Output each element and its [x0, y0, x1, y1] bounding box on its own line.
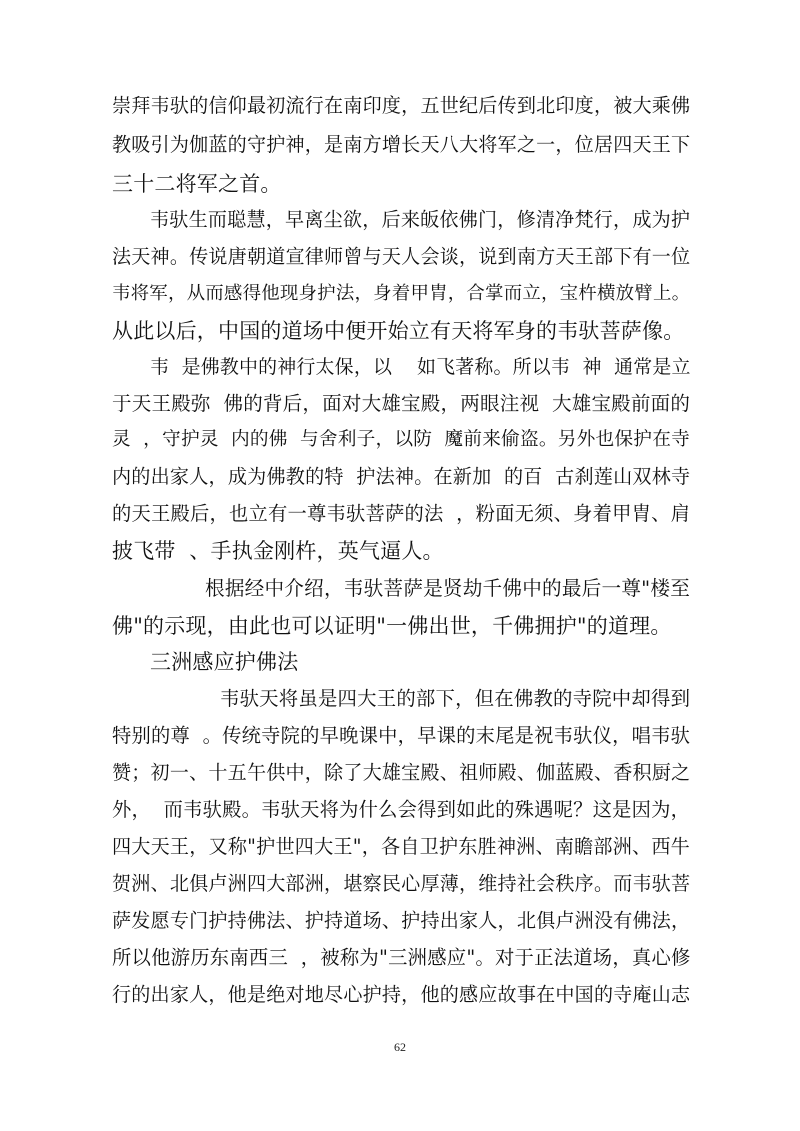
text-line: 韦 是佛教中的神行太保，以 如飞著称。所以韦 神 通常是立 [150, 356, 691, 378]
text-line: 韦将军，从而感得他现身护法，身着甲胄，合掌而立，宝杵横放臂上。 [112, 283, 691, 304]
text-line: 特别的尊 。传统寺院的早晚课中，早课的末尾是祝韦驮仪，唱韦驮 [112, 724, 691, 747]
section-heading: 三洲感应护佛法 [150, 650, 299, 674]
text-line: 四大天王，又称"护世四大王"，各自卫护东胜神洲、南瞻部洲、西牛 [112, 835, 690, 858]
text-line: 崇拜韦驮的信仰最初流行在南印度，五世纪后传到北印度，被大乘佛 [112, 95, 691, 117]
text-line: 内的出家人，成为佛教的特 护法神。在新加 的百 古刹莲山双林寺 [112, 465, 691, 488]
text-line: 行的出家人，他是绝对地尽心护持，他的感应故事在中国的寺庵山志 [112, 984, 691, 1006]
text-line: 法天神。传说唐朝道宣律师曾与天人会谈，说到南方天王部下有一位 [112, 246, 691, 268]
text-line: 外， 而韦驮殿。韦驮天将为什么会得到如此的殊遇呢？这是因为， [112, 798, 691, 821]
text-line: 灵 ，守护灵 内的佛 与舍利子，以防 魔前来偷盗。另外也保护在寺 [112, 429, 690, 450]
text-line: 韦驮天将虽是四大王的部下，但在佛教的寺院中却得到 [220, 687, 691, 710]
text-line: 的天王殿后，也立有一尊韦驮菩萨的法 ，粉面无须、身着甲胄、肩 [112, 502, 691, 525]
text-line: 赞；初一、十五午供中，除了大雄宝殿、祖师殿、伽蓝殿、香积厨之 [112, 762, 691, 784]
text-line: 萨发愿专门护持佛法、护持道场、护持出家人，北俱卢洲没有佛法， [112, 910, 691, 932]
text-line: 三十二将军之首。 [112, 172, 282, 196]
text-line: 从此以后，中国的道场中便开始立有天将军身的韦驮菩萨像。 [112, 319, 685, 343]
text-line: 佛"的示现，由此也可以证明"一佛出世，千佛拥护"的道理。 [112, 614, 672, 638]
text-line: 披飞带 、手执金刚杵，英气逼人。 [112, 539, 444, 563]
text-line: 韦驮生而聪慧，早离尘欲，后来皈依佛门，修清净梵行，成为护 [150, 208, 691, 231]
text-line: 于天王殿弥 佛的背后，面对大雄宝殿，两眼注视 大雄宝殿前面的 [112, 392, 691, 415]
text-line: 所以他游历东南西三 ，被称为"三洲感应"。对于正法道场，真心修 [112, 946, 691, 969]
text-line: 贺洲、北俱卢洲四大部洲，堪察民心厚薄，维持社会秩序。而韦驮菩 [112, 873, 691, 895]
text-line: 教吸引为伽蓝的守护神，是南方增长天八大将军之一，位居四天王下 [112, 134, 691, 156]
text-line: 根据经中介绍，韦驮菩萨是贤劫千佛中的最后一尊"楼至 [205, 577, 691, 600]
page-number: 62 [394, 1040, 406, 1054]
